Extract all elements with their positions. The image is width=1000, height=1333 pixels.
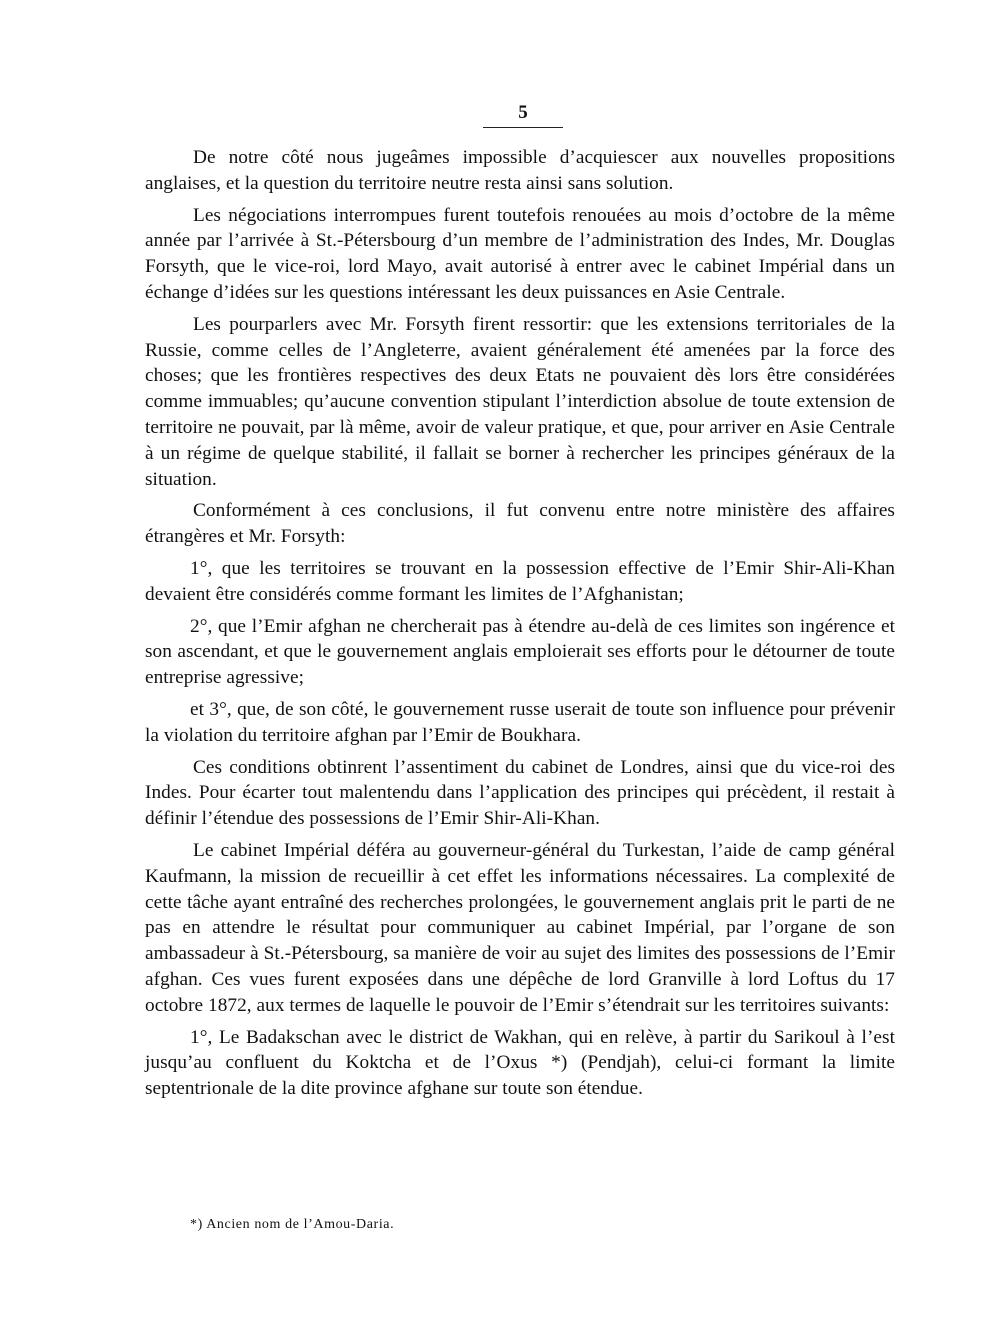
footnote: *) Ancien nom de l’Amou-Daria. bbox=[190, 1217, 395, 1232]
paragraph: De notre côté nous jugeâmes impossible d’acquiescer aux nouvelles propositions anglaises, et la question du territoire neutre resta ainsi sans solution. bbox=[145, 147, 895, 194]
paragraph: Conformément à ces conclusions, il fut convenu entre notre ministère des affaires étrangères et Mr. Forsyth: bbox=[145, 500, 895, 548]
paragraph: Les pourparlers avec Mr. Forsyth firent ressortir: que les extensions territoriales de la Russie, comme celles de l’Angleterre, avaient généralement été amenées par la force des choses; que les frontières respectives des deux Etats ne pouvaient dès lors être considérées comme immuables; qu’aucune convention stipulant l’interdiction absolue de toute extension de territoire ne pouvait, par là même, avoir de valeur pratique, et que, pour arriver en Asie Centrale à un régime de quelque stabilité, il fallait se borner à rechercher les principes généraux de la situation. bbox=[145, 313, 895, 490]
paragraph: Les négociations interrompues furent toutefois renouées au mois d’octobre de la même année par l’arrivée à St.-Pétersbourg d’un membre de l’administration des Indes, Mr. Douglas Forsyth, que le vice-roi, lord Mayo, avait autorisé à entrer avec le cabinet Impérial dans un échange d’idées sur les questions intéressant les deux puissances en Asie Centrale. bbox=[145, 204, 895, 303]
list-item-paragraph: 1°, Le Badakschan avec le district de Wakhan, qui en relève, à partir du Sarikoul à l’est jusqu’au confluent du Koktcha et de l’Oxus *) (Pendjah), celui-ci formant la limite septentrionale de la dite province afghane sur toute son étendue. bbox=[145, 1026, 895, 1100]
paragraph: Ces conditions obtinrent l’assentiment du cabinet de Londres, ainsi que du vice-roi des Indes. Pour écarter tout malentendu dans l’application des principes qui précèdent, il restait à définir l’étendue des possessions de l’Emir Shir-Ali-Khan. bbox=[145, 756, 895, 830]
list-item-paragraph: 2°, que l’Emir afghan ne chercherait pas à étendre au-delà de ces limites son ingérence et son ascendant, et que le gouvernement anglais emploierait ses efforts pour le détourner de toute entreprise agressive; bbox=[145, 615, 895, 689]
list-item-paragraph: 1°, que les territoires se trouvant en la possession effective de l’Emir Shir-Ali-Khan devaient être considérés comme formant les limites de l’Afghanistan; bbox=[145, 557, 895, 605]
page-number: 5 bbox=[483, 102, 563, 128]
paragraph: Le cabinet Impérial déféra au gouverneur-général du Turkestan, l’aide de camp général Kaufmann, la mission de recueillir à cet effet les informations nécessaires. La complexité de cette tâche ayant entraîné des recherches prolongées, le gouvernement anglais prit le parti de ne pas en attendre le résultat pour communiquer au cabinet Impérial, par l’organe de son ambassadeur à St.-Pétersbourg, sa manière de voir au sujet des limites des possessions de l’Emir afghan. Ces vues furent exposées dans une dépêche de lord Granville à lord Loftus du 17 octobre 1872, aux termes de laquelle le pouvoir de l’Emir s’étendrait sur les territoires suivants: bbox=[145, 839, 895, 1016]
list-item-paragraph: et 3°, que, de son côté, le gouvernement russe userait de toute son influence pour prévenir la violation du territoire afghan par l’Emir de Boukhara. bbox=[145, 698, 895, 746]
body-text bbox=[145, 145, 895, 1108]
